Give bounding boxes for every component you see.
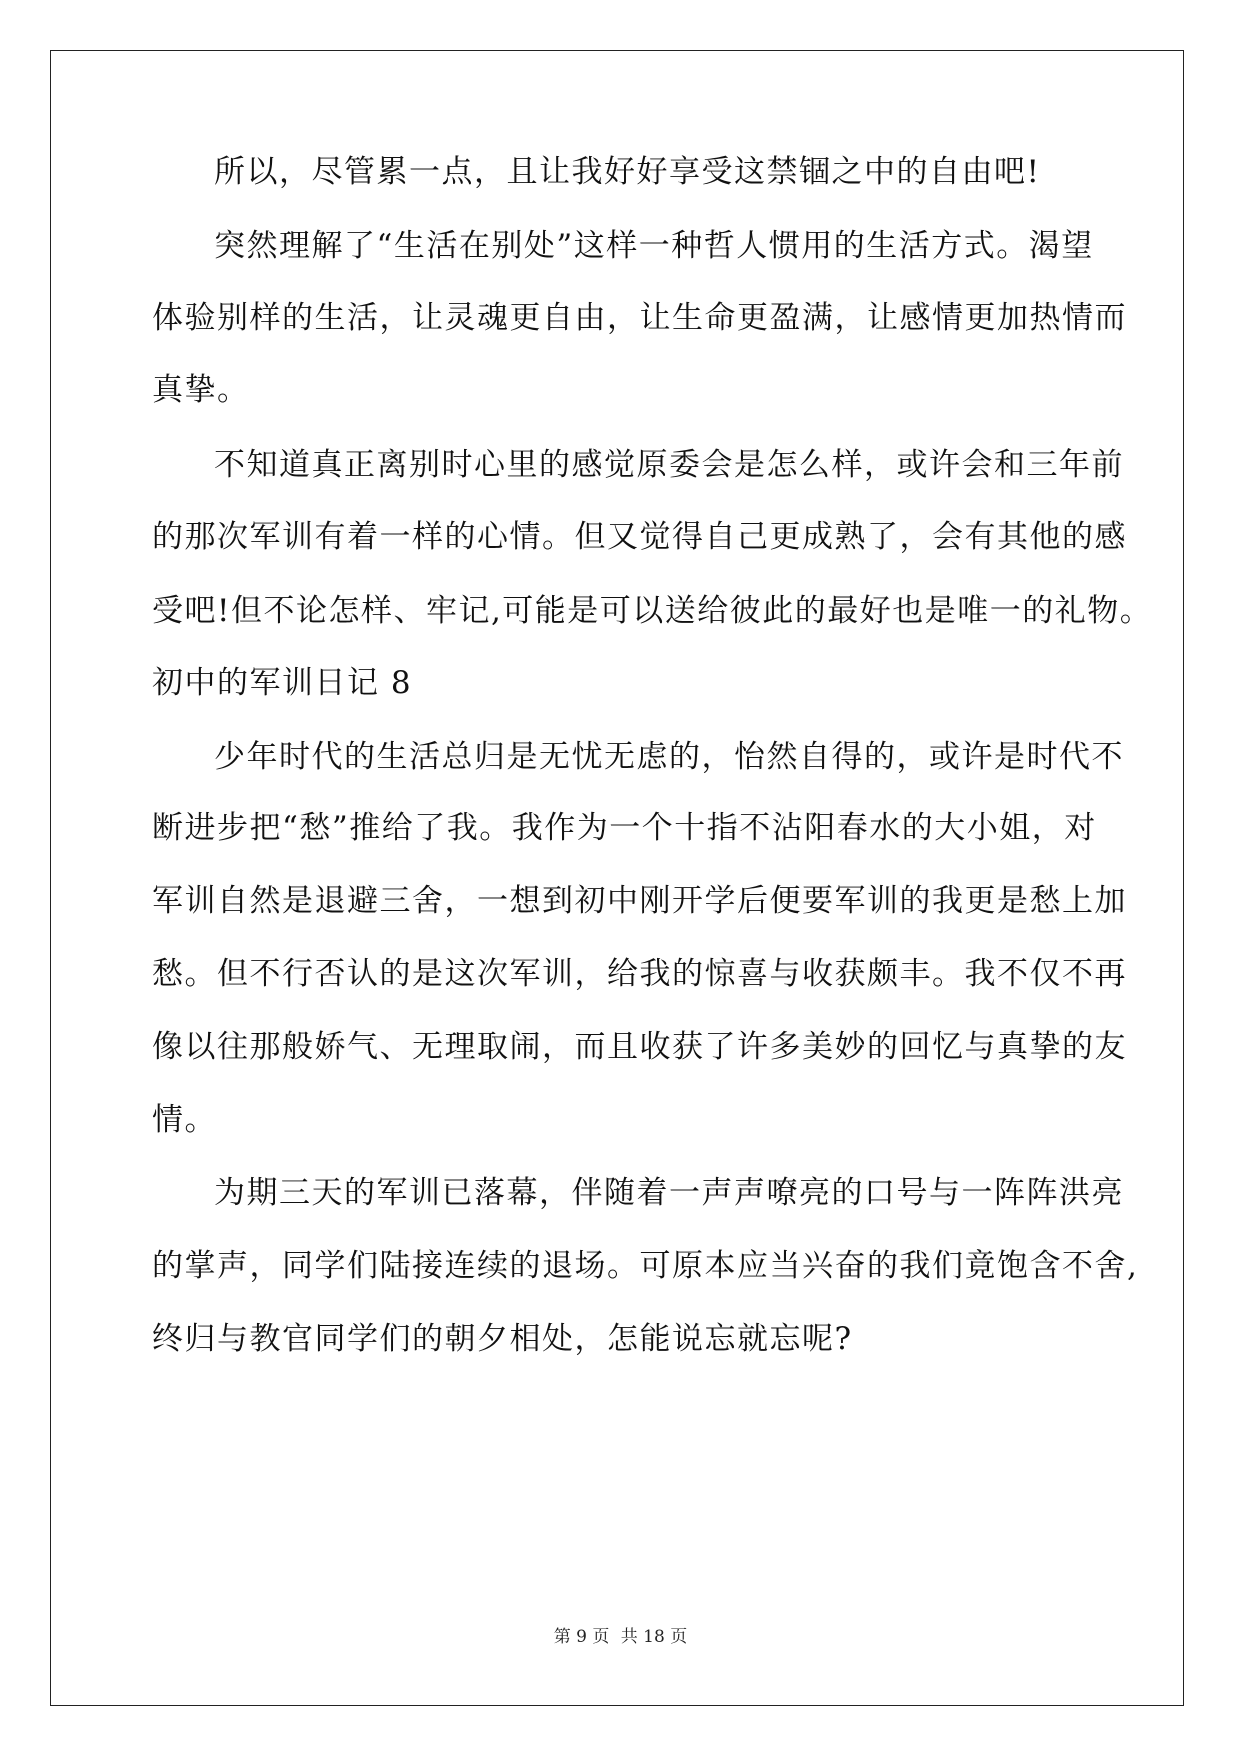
paragraph-line: 不知道真正离别时心里的感觉原委会是怎么样，或许会和三年前 — [214, 447, 1124, 483]
paragraph-line: 的掌声，同学们陆接连续的退场。可原本应当兴奋的我们竟饱含不舍, — [152, 1248, 1139, 1284]
paragraph-line: 像以往那般娇气、无理取闹，而且收获了许多美妙的回忆与真挚的友 — [152, 1029, 1127, 1065]
paragraph-line: 军训自然是退避三舍，一想到初中刚开学后便要军训的我更是愁上加 — [152, 883, 1127, 919]
page-number: 第 9 页 — [553, 1627, 610, 1647]
paragraph-line: 情。 — [152, 1102, 217, 1138]
paragraph-line: 突然理解了“生活在别处”这样一种哲人惯用的生活方式。渴望 — [214, 228, 1094, 264]
page-footer — [0, 1622, 1241, 1647]
paragraph-line: 所以，尽管累一点，且让我好好享受这禁锢之中的自由吧! — [214, 154, 1041, 190]
paragraph-line: 断进步把“愁”推给了我。我作为一个十指不沾阳春水的大小姐，对 — [152, 810, 1097, 846]
paragraph-line: 少年时代的生活总归是无忧无虑的，怡然自得的，或许是时代不 — [214, 739, 1124, 775]
paragraph-line: 体验别样的生活，让灵魂更自由，让生命更盈满，让感情更加热情而 — [152, 300, 1127, 336]
paragraph-line: 受吧!但不论怎样、牢记,可能是可以送给彼此的最好也是唯一的礼物。 — [152, 593, 1153, 629]
paragraph-line: 为期三天的军训已落幕，伴随着一声声嘹亮的口号与一阵阵洪亮 — [214, 1175, 1124, 1211]
section-heading: 初中的军训日记 8 — [152, 665, 413, 701]
paragraph-line: 愁。但不行否认的是这次军训，给我的惊喜与收获颇丰。我不仅不再 — [152, 956, 1127, 992]
paragraph-line: 终归与教官同学们的朝夕相处，怎能说忘就忘呢? — [152, 1321, 853, 1357]
paragraph-line: 的那次军训有着一样的心情。但又觉得自己更成熟了，会有其他的感 — [152, 519, 1127, 555]
page-total: 共 18 页 — [620, 1627, 688, 1647]
paragraph-line: 真挚。 — [152, 372, 250, 408]
